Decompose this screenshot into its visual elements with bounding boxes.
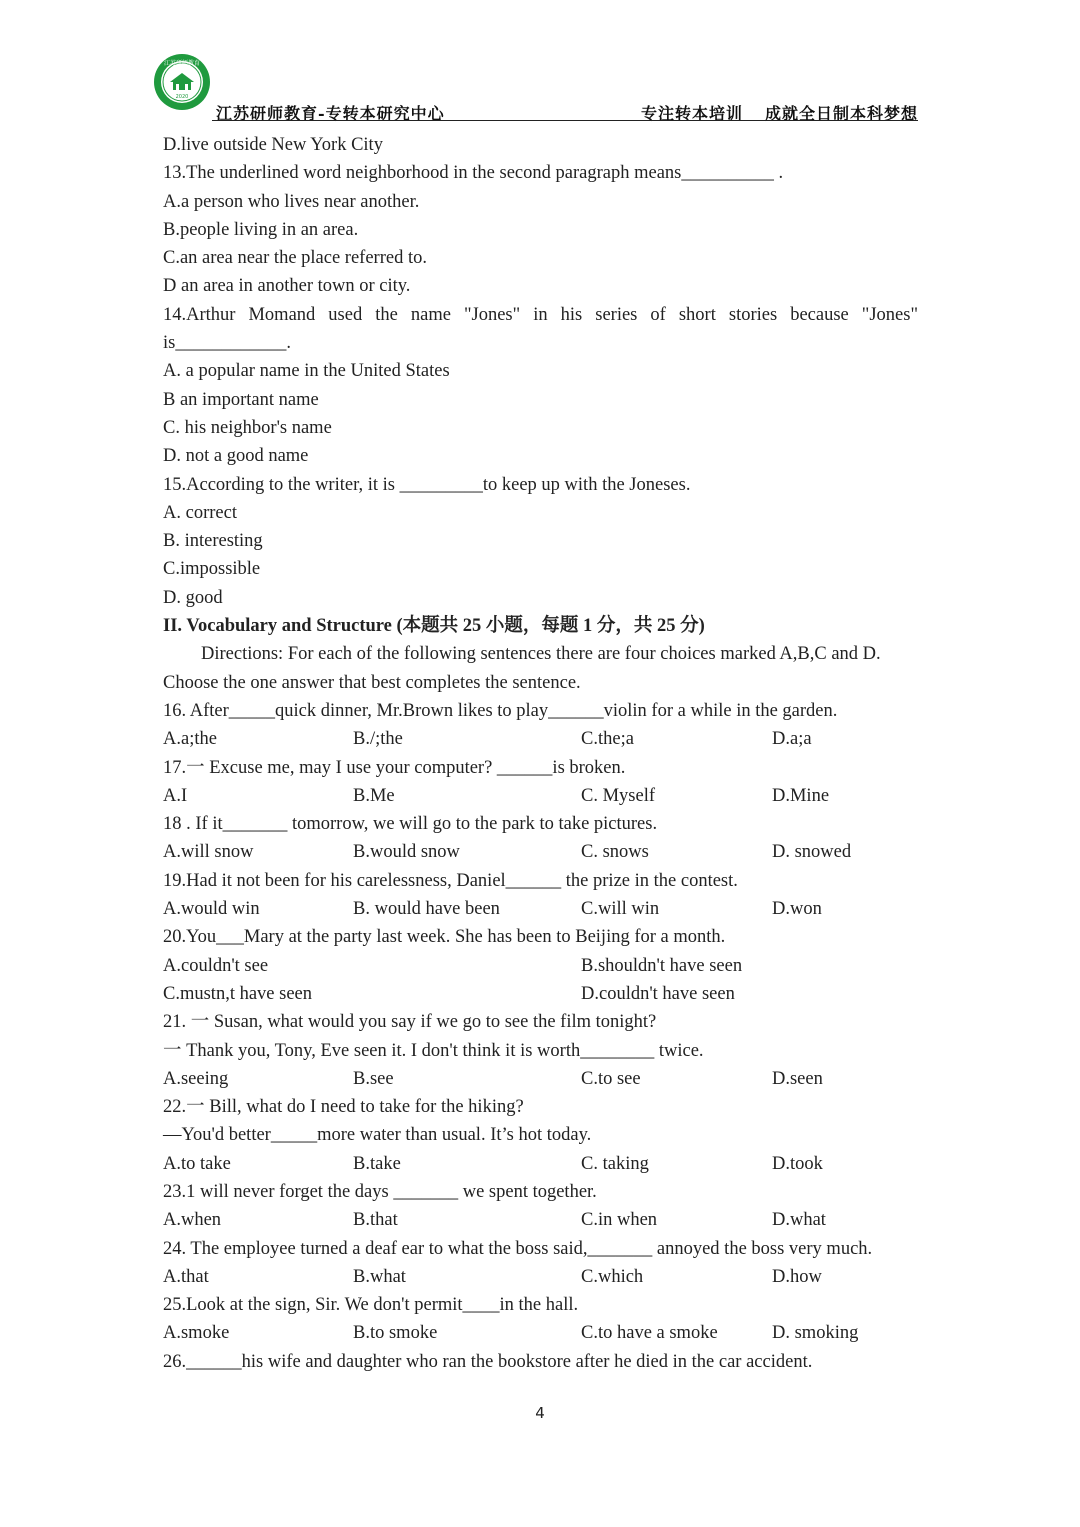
option-a: A.will snow [163, 842, 254, 863]
question-25: 25.Look at the sign, Sir. We don't permit____in the hall. [163, 1295, 579, 1316]
directions: Directions: For each of the following sentences there are four choices marked A,B,C and D. [201, 644, 881, 665]
options-row [163, 725, 918, 753]
option-c: C.to see [581, 1068, 641, 1089]
option-d: D. smoking [772, 1323, 859, 1344]
option-b: B.what [353, 1266, 406, 1287]
option-d: D. snowed [772, 842, 852, 863]
option-b: B.shouldn't have seen [581, 955, 743, 976]
option-a: A.when [163, 1210, 222, 1231]
options-row [163, 782, 918, 810]
option-a: A.I [163, 785, 188, 806]
options-row [163, 952, 918, 980]
option-d: D.seen [772, 1068, 823, 1089]
option-b: B.would snow [353, 842, 460, 863]
option-a: A.that [163, 1266, 209, 1287]
option-a: A.couldn't see [163, 955, 269, 976]
question-14-cont: is____________. [163, 333, 291, 354]
school-logo [152, 52, 212, 112]
option-c: C. Myself [581, 785, 655, 806]
exam-content [163, 131, 918, 1376]
header-slogan-2: 成就全日制本科梦想 [764, 104, 918, 123]
option-b: B. would have been [353, 899, 500, 920]
option-a: A.smoke [163, 1323, 230, 1344]
option-line: B an important name [163, 389, 319, 410]
question-16: 16. After_____quick dinner, Mr.Brown likes to play______violin for a while in the garden. [163, 700, 838, 721]
option-line: C.impossible [163, 559, 261, 580]
page-number: 4 [535, 1404, 545, 1422]
option-line: A. correct [163, 502, 237, 523]
question-19: 19.Had it not been for his carelessness, Daniel______ the prize in the contest. [163, 870, 738, 891]
option-c: C.which [581, 1266, 644, 1287]
question-18: 18 . If it_______ tomorrow, we will go to the park to take pictures. [163, 814, 658, 835]
header-slogan-1: 专注转本培训 [640, 104, 743, 123]
option-b: B.Me [353, 785, 395, 806]
options-row [163, 1206, 918, 1234]
option-d: D.couldn't have seen [581, 983, 735, 1004]
question-15: 15.According to the writer, it is _________to keep up with the Joneses. [163, 474, 691, 495]
option-line: C.an area near the place referred to. [163, 248, 427, 269]
option-b: B./;the [353, 729, 403, 750]
option-d: D.won [772, 899, 822, 920]
option-a: A.to take [163, 1153, 231, 1174]
options-row [163, 895, 918, 923]
options-row [163, 980, 918, 1008]
option-c: C. taking [581, 1153, 649, 1174]
option-line: A.a person who lives near another. [163, 191, 420, 212]
option-line: D. not a good name [163, 446, 309, 467]
options-row [163, 1263, 918, 1291]
option-line: C. his neighbor's name [163, 417, 332, 438]
option-line: B.people living in an area. [163, 219, 359, 240]
page-header [152, 52, 918, 122]
option-a: A.seeing [163, 1068, 229, 1089]
text-line: D.live outside New York City [163, 135, 383, 155]
question-13: 13.The underlined word neighborhood in the second paragraph means__________ . [163, 163, 784, 184]
option-line: D. good [163, 587, 223, 608]
options-row [163, 1319, 918, 1347]
option-d: D.Mine [772, 785, 830, 806]
option-b: B.take [353, 1153, 401, 1174]
option-b: B.that [353, 1210, 398, 1231]
option-c: C.mustn,t have seen [163, 983, 313, 1004]
option-c: C.in when [581, 1210, 658, 1231]
options-row [163, 1065, 918, 1093]
logo-text: 江苏研师教育 [163, 60, 201, 67]
header-center-title: 江苏研师教育-专转本研究中心 [216, 104, 445, 123]
question-21: 21. 一 Susan, what would you say if we go to see the film tonight? [163, 1012, 657, 1033]
option-d: D.what [772, 1210, 826, 1231]
option-c: C.to have a smoke [581, 1323, 718, 1344]
option-d: D.took [772, 1153, 823, 1174]
question-24: 24. The employee turned a deaf ear to what the boss said,_______ annoyed the boss very much. [163, 1238, 873, 1259]
option-b: B.see [353, 1068, 394, 1089]
option-d: D.how [772, 1266, 822, 1287]
option-b: B.to smoke [353, 1323, 438, 1344]
option-line: D an area in another town or city. [163, 276, 411, 297]
section-heading: II. Vocabulary and Structure (本题共 25 小题，每题 1 分，共 25 分) [163, 616, 705, 637]
question-22-cont: —You'd better_____more water than usual. It’s hot today. [163, 1125, 592, 1146]
options-row [163, 1150, 918, 1178]
question-23: 23.1 will never forget the days _______ we spent together. [163, 1181, 597, 1202]
question-20: 20.You___Mary at the party last week. She has been to Beijing for a month. [163, 927, 726, 948]
question-14: 14.Arthur Momand used the name "Jones" in his series of short stories because "Jones" [163, 304, 918, 325]
option-line: B. interesting [163, 531, 263, 552]
option-a: A.a;the [163, 729, 217, 750]
option-c: C. snows [581, 842, 649, 863]
option-c: C.the;a [581, 729, 634, 750]
question-22: 22.一 Bill, what do I need to take for the hiking? [163, 1097, 524, 1118]
question-26: 26.______his wife and daughter who ran the bookstore after he died in the car accident. [163, 1351, 813, 1372]
option-c: C.will win [581, 899, 660, 920]
question-17: 17.一 Excuse me, may I use your computer? ______is broken. [163, 757, 626, 778]
directions-cont: Choose the one answer that best completes the sentence. [163, 672, 581, 693]
options-row [163, 838, 918, 866]
option-a: A.would win [163, 899, 260, 920]
header-rule [212, 120, 918, 121]
logo-year: 2020 [175, 94, 189, 100]
question-21-cont: 一 Thank you, Tony, Eve seen it. I don't think it is worth________ twice. [163, 1040, 704, 1061]
option-line: A. a popular name in the United States [163, 361, 450, 382]
option-d: D.a;a [772, 729, 812, 750]
